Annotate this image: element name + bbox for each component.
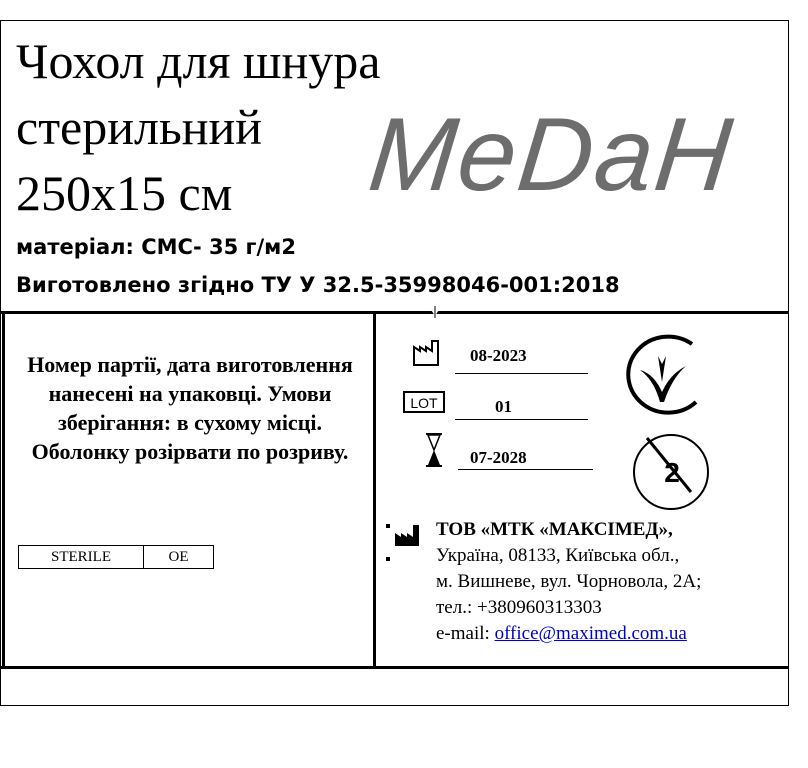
marker-dot (386, 515, 390, 533)
email-label: e-mail: (436, 623, 495, 644)
sterile-box (18, 545, 214, 569)
manufacturer-address-2: м. Вишневе, вул. Чорновола, 2А; (436, 571, 702, 592)
manufacture-date: 08-2023 (470, 346, 527, 365)
ukr-conformity-icon (614, 332, 710, 423)
manufacturer-icon (394, 523, 422, 552)
manufacture-date-line (455, 373, 588, 374)
email-link[interactable]: office@maximed.com.ua (494, 623, 687, 644)
expiry-date-line (458, 469, 593, 470)
factory-icon (412, 339, 442, 372)
manufacturer-email-row (436, 621, 701, 647)
sterile-method: OE (168, 548, 189, 565)
lot-icon (402, 390, 446, 419)
expiry-date: 07-2028 (470, 448, 527, 467)
material-spec: матеріал: СМС- 35 г/м2 (16, 235, 296, 259)
do-not-reuse-icon (631, 432, 711, 517)
sterile-label: STERILE (19, 546, 144, 568)
product-title: Чохол для шнура стерильний 250х15 см (16, 33, 381, 221)
divider-bottom (0, 666, 789, 669)
marker-dot (386, 548, 390, 566)
divider-middle (373, 311, 376, 669)
hourglass-icon (424, 432, 444, 473)
single-use-number: 2 (664, 457, 680, 488)
lot-icon-text: LOT (410, 395, 438, 411)
manufacturer-address-1: Україна, 08133, Київська обл., (436, 545, 680, 566)
standard-spec: Виготовлено згідно ТУ У 32.5-35998046-001:2018 (16, 273, 620, 297)
notch-mark (425, 300, 445, 323)
manufacturer-info (436, 517, 701, 647)
lot-number: 01 (495, 397, 512, 416)
storage-note: Номер партії, дата виготовлення нанесені на упаковці. Умови зберігання: в сухому місці. Оболонку розірвати по розриву. (27, 352, 353, 464)
manufacturer-phone: тел.: +380960313303 (436, 597, 602, 618)
lot-line (455, 419, 588, 420)
divider-top (0, 311, 789, 314)
manufacturer-company: ТОВ «МТК «МАКСІМЕД», (436, 519, 673, 540)
brand-logo: MeDaH (363, 97, 739, 213)
divider-left (2, 311, 5, 669)
